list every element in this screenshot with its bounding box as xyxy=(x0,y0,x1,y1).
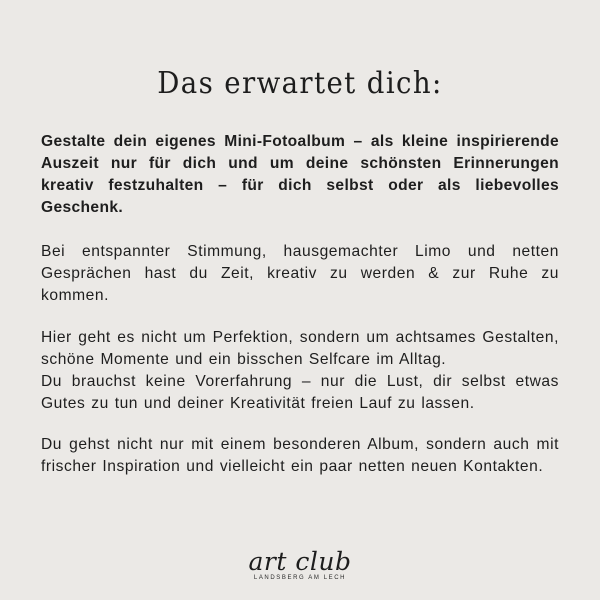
atmosphere-paragraph: Bei entspannter Stimmung, hausgemachter Limo und netten Gesprächen hast du Zeit, kreativ zu werden & zur Ruhe zu kommen. xyxy=(41,243,559,304)
perfection-paragraph: Hier geht es nicht um Perfektion, sondern um achtsames Gestalten, schöne Momente und ein bisschen Selfcare im Alltag. xyxy=(41,329,559,368)
art-club-logo xyxy=(0,547,600,581)
intro-paragraph: Gestalte dein eigenes Mini-Fotoalbum – als kleine inspirierende Auszeit nur für dich und um deine schönsten Erinnerungen kreativ festzuhalten – für dich selbst oder als liebevolles Geschenk. xyxy=(41,133,559,216)
logo-wordmark: art club xyxy=(248,547,352,576)
logo-tagline: LANDSBERG AM LECH xyxy=(253,575,347,581)
experience-paragraph: Du brauchst keine Vorerfahrung – nur die Lust, dir selbst etwas Gutes zu tun und deiner Kreativität freien Lauf zu lassen. xyxy=(41,373,559,412)
takeaway-paragraph: Du gehst nicht nur mit einem besonderen Album, sondern auch mit frischer Inspiration und vielleicht ein paar netten neuen Kontakten. xyxy=(41,436,559,475)
page-title: Das erwartet dich: xyxy=(157,66,443,101)
